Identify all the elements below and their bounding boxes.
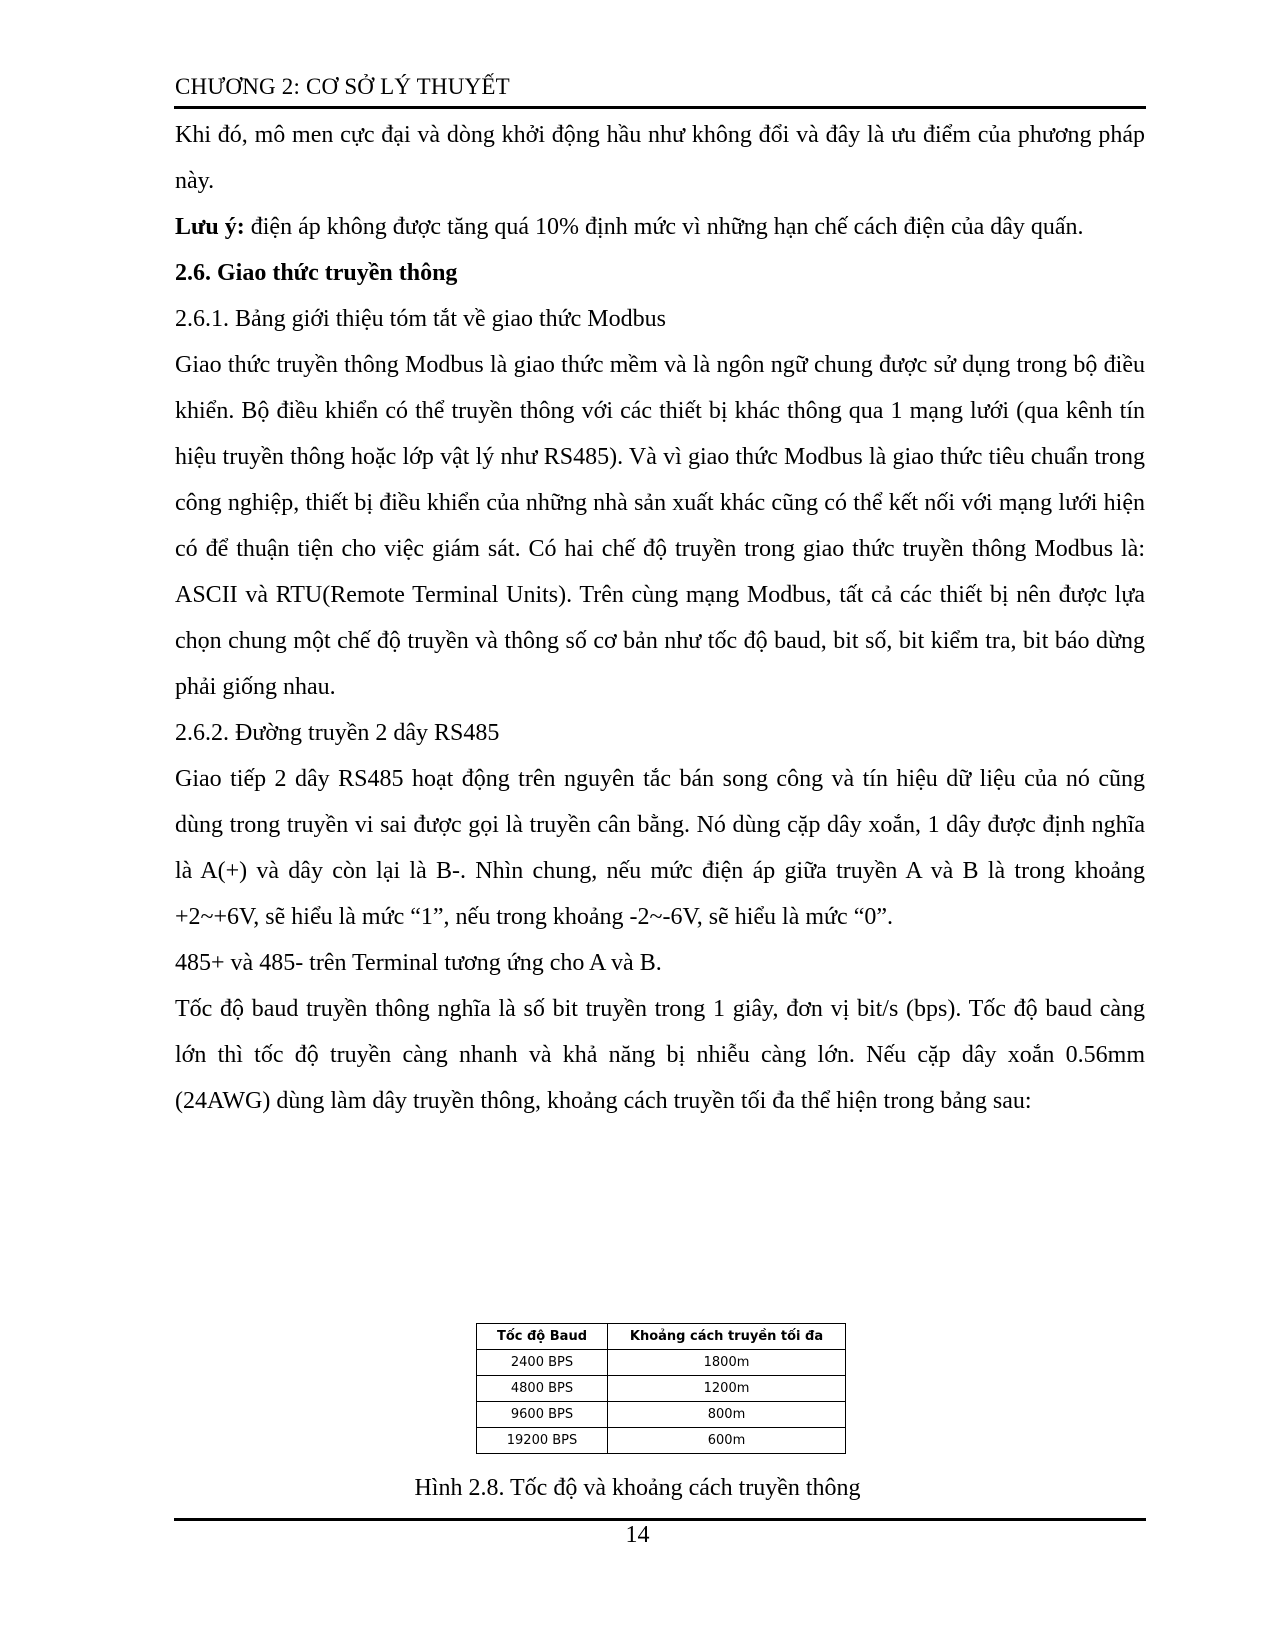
table-row	[477, 1350, 846, 1376]
note-paragraph	[175, 204, 1145, 250]
table-row	[477, 1376, 846, 1402]
table-cell: 4800 BPS	[477, 1376, 608, 1402]
table-header-row	[477, 1324, 846, 1350]
table-cell: 1800m	[608, 1350, 846, 1376]
paragraph-baud: Tốc độ baud truyền thông nghĩa là số bit truyền trong 1 giây, đơn vị bit/s (bps). Tốc độ baud càng lớn thì tốc độ truyền càng nhanh và khả năng bị nhiễu càng lớn. Nếu cặp dây xoắn 0.56mm (24AWG) dùng làm dây truyền thông, khoảng cách truyền tối đa thể hiện trong bảng sau:	[175, 996, 1145, 1114]
table-cell: 19200 BPS	[477, 1428, 608, 1454]
note-text: điện áp không được tăng quá 10% định mức vì những hạn chế cách điện của dây quấn.	[244, 214, 1084, 240]
footer-divider	[174, 1518, 1146, 1521]
note-label: Lưu ý:	[175, 214, 245, 240]
table-cell: 600m	[608, 1428, 846, 1454]
table-header-cell: Khoảng cách truyền tối đa	[608, 1324, 846, 1350]
table-cell: 800m	[608, 1402, 846, 1428]
baud-distance-table	[476, 1323, 846, 1454]
paragraph-modbus: Giao thức truyền thông Modbus là giao thức mềm và là ngôn ngữ chung được sử dụng trong bộ điều khiển. Bộ điều khiển có thể truyền thông với các thiết bị khác thông qua 1 mạng lưới (qua kênh tín hiệu truyền thông hoặc lớp vật lý như RS485). Và vì giao thức Modbus là giao thức tiêu chuẩn trong công nghiệp, thiết bị điều khiển của những nhà sản xuất khác cũng có thể kết nối với mạng lưới hiện có để thuận tiện cho việc giám sát. Có hai chế độ truyền trong giao thức truyền thông Modbus là: ASCII và RTU(Remote Terminal Units). Trên cùng mạng Modbus, tất cả các thiết bị nên được lựa chọn chung một chế độ truyền và thông số cơ bản như tốc độ baud, bit số, bit kiểm tra, bit báo dừng phải giống nhau.	[175, 352, 1145, 700]
page-number: 14	[625, 1522, 650, 1548]
table-row	[477, 1402, 846, 1428]
baud-distance-table-wrapper	[476, 1323, 846, 1454]
paragraph-intro: Khi đó, mô men cực đại và dòng khởi động hầu như không đổi và đây là ưu điểm của phương pháp này.	[175, 122, 1145, 194]
subsection-heading-modbus: 2.6.1. Bảng giới thiệu tóm tắt về giao thức Modbus	[175, 306, 666, 332]
table-header-cell: Tốc độ Baud	[477, 1324, 608, 1350]
header-divider	[174, 106, 1146, 109]
subsection-heading-rs485: 2.6.2. Đường truyền 2 dây RS485	[175, 720, 500, 746]
figure-caption: Hình 2.8. Tốc độ và khoảng cách truyền thông	[414, 1475, 861, 1501]
table-cell: 1200m	[608, 1376, 846, 1402]
paragraph-terminal: 485+ và 485- trên Terminal tương ứng cho A và B.	[175, 950, 662, 976]
table-cell: 2400 BPS	[477, 1350, 608, 1376]
paragraph-rs485: Giao tiếp 2 dây RS485 hoạt động trên nguyên tắc bán song công và tín hiệu dữ liệu của nó cũng dùng trong truyền vi sai được gọi là truyền cân bằng. Nó dùng cặp dây xoắn, 1 dây được định nghĩa là A(+) và dây còn lại là B-. Nhìn chung, nếu mức điện áp giữa truyền A và B là trong khoảng +2~+6V, sẽ hiểu là mức “1”, nếu trong khoảng -2~-6V, sẽ hiểu là mức “0”.	[175, 766, 1145, 930]
page-body	[175, 112, 1145, 1124]
chapter-header: CHƯƠNG 2: CƠ SỞ LÝ THUYẾT	[175, 74, 510, 99]
section-heading: 2.6. Giao thức truyền thông	[175, 260, 458, 286]
table-cell: 9600 BPS	[477, 1402, 608, 1428]
table-row	[477, 1428, 846, 1454]
